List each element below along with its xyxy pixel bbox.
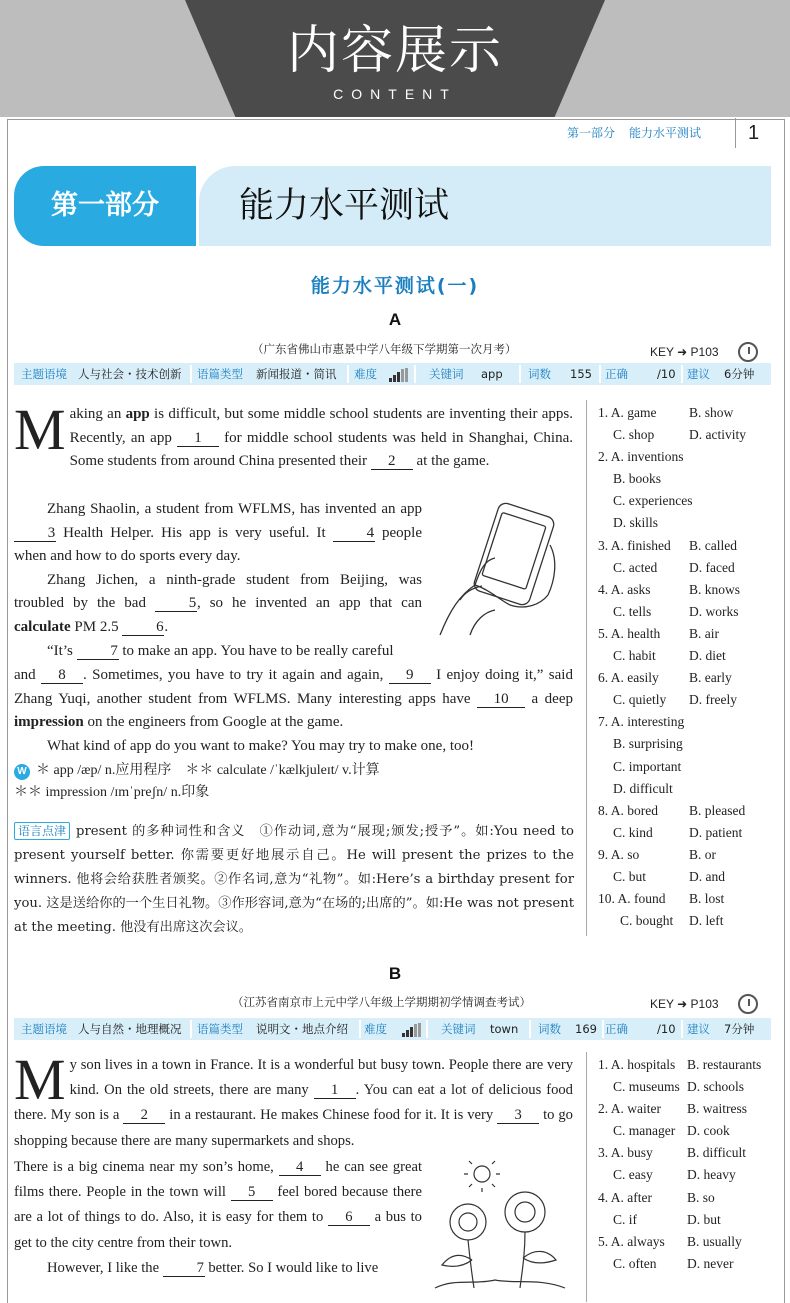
separator [347, 365, 349, 383]
word-badge-icon: W [14, 764, 30, 780]
option-choice[interactable]: C. manager [613, 1123, 676, 1139]
section-part-label: 第一部分 [14, 166, 196, 246]
difficulty-label: 难度 [364, 1022, 387, 1036]
banner-title: 内容展示 [286, 21, 503, 81]
option-row [598, 579, 778, 601]
correct-label: 正确 [605, 1022, 628, 1036]
correct-value: /10 [657, 1022, 676, 1036]
option-choice[interactable]: C. museums [613, 1079, 680, 1095]
option-choice[interactable]: 5. A. health [598, 625, 661, 641]
option-row [598, 822, 778, 844]
option-choice[interactable]: D. activity [689, 427, 746, 443]
option-row [598, 733, 778, 755]
blank-1[interactable]: 1 [177, 430, 219, 447]
option-choice[interactable]: B. pleased [689, 802, 746, 818]
option-choice[interactable]: B. knows [689, 581, 741, 597]
separator [519, 365, 521, 383]
option-choice[interactable]: 2. A. inventions [598, 449, 684, 465]
option-choice[interactable]: D. works [689, 603, 739, 619]
separator [599, 365, 601, 383]
blank-4[interactable]: 4 [279, 1159, 321, 1176]
difficulty-label: 难度 [354, 367, 377, 381]
separator [681, 1020, 683, 1038]
words-value: 169 [575, 1022, 597, 1036]
option-row [598, 1076, 778, 1098]
option-row [598, 490, 778, 512]
separator [190, 365, 192, 383]
option-row [598, 866, 778, 888]
theme-label: 主题语境 [21, 1022, 67, 1036]
options-b [598, 1054, 778, 1275]
option-choice[interactable]: B. usually [687, 1233, 742, 1249]
option-choice[interactable]: B. or [689, 846, 716, 862]
blank-2[interactable]: 2 [123, 1107, 165, 1124]
blank-7[interactable]: 7 [77, 643, 119, 660]
separator [414, 365, 416, 383]
option-row [598, 601, 778, 623]
type-label: 语篇类型 [197, 367, 243, 381]
separator [681, 365, 683, 383]
banner-subtitle: CONTENT [333, 86, 457, 102]
advice-value: 6分钟 [724, 367, 755, 381]
section-b-letter: B [388, 964, 402, 983]
option-row [598, 1253, 778, 1275]
hand-phone-illustration [430, 500, 575, 640]
option-row [598, 1187, 778, 1209]
option-choice[interactable]: 5. A. always [598, 1233, 665, 1249]
option-row [598, 645, 778, 667]
option-row [598, 424, 778, 446]
option-row [598, 844, 778, 866]
type-value: 新闻报道・简讯 [256, 367, 337, 381]
passage-a-bottom: and 8 . Sometimes, you have to try it again and again, 9 I enjoy doing it,” said Zhang Yuqi, another student from WFLMS. Many interesting apps have 10 a deep impression on the engineers from Google at the game. What kind of app do you want to make? You may try to make one, too! [14, 664, 573, 758]
option-choice[interactable]: D. diet [689, 648, 726, 664]
blank-5[interactable]: 5 [155, 595, 197, 612]
option-choice[interactable]: B. air [689, 625, 719, 641]
passage-b-bottom: There is a big cinema near my son’s home, 4 he can see great films there. People in the town will 5 feel bored because there are a lot of things to do. Also, it is easy for them to 6 a bus to get to the city centre from their town. However, I like the 7 better. So I would like to live [14, 1159, 422, 1276]
option-choice[interactable]: 7. A. interesting [598, 714, 685, 730]
option-row [598, 667, 778, 689]
option-choice[interactable]: 9. A. so [598, 846, 640, 862]
words-label: 词数 [538, 1022, 561, 1036]
content-banner [0, 0, 790, 117]
option-choice[interactable]: C. habit [613, 648, 656, 664]
option-choice[interactable]: B. show [689, 405, 734, 420]
option-row [598, 623, 778, 645]
option-choice[interactable]: B. restaurants [687, 1057, 762, 1072]
running-header [567, 124, 715, 141]
option-choice[interactable]: D. patient [689, 824, 743, 840]
blank-10[interactable]: 10 [477, 691, 525, 708]
option-choice[interactable]: C. bought [620, 913, 674, 929]
passage-b-top: My son lives in a town in France. It is a wonderful but busy town. People there are very kind. On the old streets, there are many 1 . You can eat a lot of delicious food there. My son is a 2 in a restaurant. He makes Chinese food for it. It is very 3 to go shopping because there are many supermarkets and shops. [14, 1047, 573, 1149]
advice-label: 建议 [687, 1022, 710, 1036]
column-divider [586, 1052, 587, 1302]
option-choice[interactable]: 10. A. found [598, 891, 666, 907]
clock-icon [738, 994, 758, 1014]
option-choice[interactable]: B. early [689, 670, 732, 686]
option-choice[interactable]: C. often [613, 1255, 657, 1271]
blank-6[interactable]: 6 [122, 619, 164, 636]
option-choice[interactable]: D. but [687, 1211, 721, 1227]
theme-value: 人与自然・地理概况 [78, 1022, 182, 1036]
blank-6[interactable]: 6 [328, 1209, 370, 1226]
option-row [598, 1098, 778, 1120]
option-choice[interactable]: B. so [687, 1189, 715, 1205]
option-row [598, 1142, 778, 1164]
blank-9[interactable]: 9 [389, 667, 431, 684]
blank-2[interactable]: 2 [371, 453, 413, 470]
option-choice[interactable]: C. shop [613, 427, 655, 443]
blank-1[interactable]: 1 [314, 1082, 356, 1099]
option-row [598, 512, 778, 534]
theme-label: 主题语境 [21, 367, 67, 381]
options-a [598, 402, 778, 932]
blank-8[interactable]: 8 [41, 667, 83, 684]
section-a-source: （广东省佛山市惠景中学八年级下学期第一次月考） [252, 342, 517, 356]
option-choice[interactable]: D. freely [689, 692, 737, 708]
option-row [598, 468, 778, 490]
option-choice[interactable]: C. quietly [613, 692, 667, 708]
advice-value: 7分钟 [724, 1022, 755, 1036]
correct-value: /10 [657, 367, 676, 381]
section-b-source: （江苏省南京市上元中学八年级上学期期初学情调查考试） [232, 995, 531, 1009]
header-part: 第一部分 [567, 126, 616, 140]
separator [426, 1020, 428, 1038]
option-choice[interactable]: D. heavy [687, 1167, 736, 1183]
option-choice[interactable]: C. acted [613, 559, 658, 575]
option-row [598, 756, 778, 778]
option-choice[interactable]: 3. A. busy [598, 1145, 653, 1161]
section-b-infobar [14, 1018, 771, 1040]
option-choice[interactable]: C. but [613, 868, 647, 884]
option-row [598, 888, 778, 910]
passage-a-middle: Zhang Shaolin, a student from WFLMS, has invented an app 3 Health Helper. His app is very useful. It 4 people when and how to do sports every day. Zhang Jichen, a ninth-grade student from Beijing, was troubled by the bad 5, so he invented an app that can calculate PM 2.5 6. “It’s 7 to make an app. You have to be really careful [14, 501, 422, 659]
words-value: 155 [570, 367, 592, 381]
clock-icon [738, 342, 758, 362]
words-label: 词数 [528, 367, 551, 381]
dropcap: M [14, 397, 66, 462]
option-choice[interactable]: C. if [613, 1211, 638, 1227]
option-row [598, 689, 778, 711]
blank-3[interactable]: 3 [497, 1107, 539, 1124]
section-title: 能力水平测试 [199, 166, 771, 246]
option-choice[interactable]: 4. A. after [598, 1189, 652, 1205]
passage-a-closing: What kind of app do you want to make? You may try to make one, too! [47, 737, 475, 754]
option-row [598, 800, 778, 822]
separator [190, 1020, 192, 1038]
keyword-label: 关键词 [441, 1022, 476, 1036]
keyword-value: app [481, 367, 503, 381]
option-choice[interactable]: 8. A. bored [598, 802, 658, 818]
blank-4[interactable]: 4 [333, 525, 375, 542]
option-row [598, 402, 778, 424]
option-choice[interactable]: C. tells [613, 603, 652, 619]
blank-7[interactable]: 7 [163, 1260, 205, 1277]
type-label: 语篇类型 [197, 1022, 243, 1036]
column-divider [586, 400, 587, 936]
passage-a: Making an app is difficult, but some middle school students are inventing their apps. Recently, an app 1 for middle school students was held in Shanghai, China. Some students from around China presented their 2 at the game. [14, 397, 574, 470]
option-choice[interactable]: 1. A. hospitals [598, 1057, 676, 1072]
separator [602, 1020, 604, 1038]
type-value: 说明文・地点介绍 [256, 1022, 348, 1036]
dropcap: M [14, 1047, 66, 1112]
option-choice[interactable]: 1. A. game [598, 405, 657, 420]
option-choice[interactable]: D. difficult [613, 780, 673, 796]
option-choice[interactable]: C. experiences [613, 493, 693, 509]
vocab-a: W ＊ app /æp/ n.应用程序 ＊＊ calculate /ˈkælkjuleɪt/ v.计算 ＊＊ impression /ɪmˈpreʃn/ n.印象 [14, 763, 380, 800]
section-a-infobar [14, 363, 771, 385]
option-row [598, 910, 778, 932]
option-choice[interactable]: D. schools [687, 1079, 744, 1095]
option-choice[interactable]: 6. A. easily [598, 670, 659, 686]
separator [529, 1020, 531, 1038]
option-choice[interactable]: C. kind [613, 824, 653, 840]
section-b-key: KEY ➜ P103 [650, 997, 719, 1011]
header-section: 能力水平测试 [629, 126, 702, 140]
option-choice[interactable]: D. and [689, 868, 725, 884]
advice-label: 建议 [687, 367, 710, 381]
option-choice[interactable]: 2. A. waiter [598, 1101, 661, 1117]
option-row [598, 535, 778, 557]
option-choice[interactable]: C. easy [613, 1167, 653, 1183]
option-row [598, 446, 778, 468]
option-choice[interactable]: C. important [613, 758, 682, 774]
option-choice[interactable]: B. surprising [613, 736, 683, 752]
option-choice[interactable]: D. skills [613, 515, 659, 531]
option-choice[interactable]: D. faced [689, 559, 735, 575]
section-a-letter: A [388, 310, 402, 329]
blank-3[interactable]: 3 [14, 525, 56, 542]
option-choice[interactable]: B. lost [689, 891, 725, 907]
test-title: 能力水平测试(一) [310, 275, 480, 297]
option-choice[interactable]: B. called [689, 537, 737, 553]
option-choice[interactable]: B. books [613, 471, 662, 487]
option-choice[interactable]: D. left [689, 913, 724, 929]
separator [359, 1020, 361, 1038]
page-number: 1 [735, 118, 759, 148]
option-row [598, 1231, 778, 1253]
option-row [598, 1209, 778, 1231]
sunflowers-illustration [430, 1160, 570, 1290]
option-choice[interactable]: D. cook [687, 1123, 730, 1139]
option-choice[interactable]: B. difficult [687, 1145, 746, 1161]
option-row [598, 778, 778, 800]
option-choice[interactable]: 4. A. asks [598, 581, 651, 597]
section-a-key: KEY ➜ P103 [650, 345, 719, 359]
correct-label: 正确 [605, 367, 628, 381]
keyword-label: 关键词 [429, 367, 464, 381]
option-row [598, 557, 778, 579]
blank-5[interactable]: 5 [231, 1184, 273, 1201]
option-row [598, 1054, 778, 1076]
option-choice[interactable]: B. waitress [687, 1101, 747, 1117]
keyword-value: town [490, 1022, 519, 1036]
option-row [598, 1164, 778, 1186]
language-note: 语言点津 present 的多种词性和含义 ①作动词,意为“展现;颁发;授予”。如:You need to present yourself better. 你需要更好地展示自己。He will present the prizes to the winners. 他将会给获胜者颁奖。②作名词,意为“礼物”。如:Here’s a birthday present for you. 这是送给你的一个生日礼物。③作形容词,意为“在场的;出席的”。如:He was not present at the meeting. 他没有出席这次会议。 [14, 824, 574, 935]
option-choice[interactable]: 3. A. finished [598, 537, 671, 553]
theme-value: 人与社会・技术创新 [78, 367, 182, 381]
note-tag: 语言点津 [14, 822, 70, 840]
option-choice[interactable]: D. never [687, 1255, 734, 1271]
option-row [598, 711, 778, 733]
option-row [598, 1120, 778, 1142]
